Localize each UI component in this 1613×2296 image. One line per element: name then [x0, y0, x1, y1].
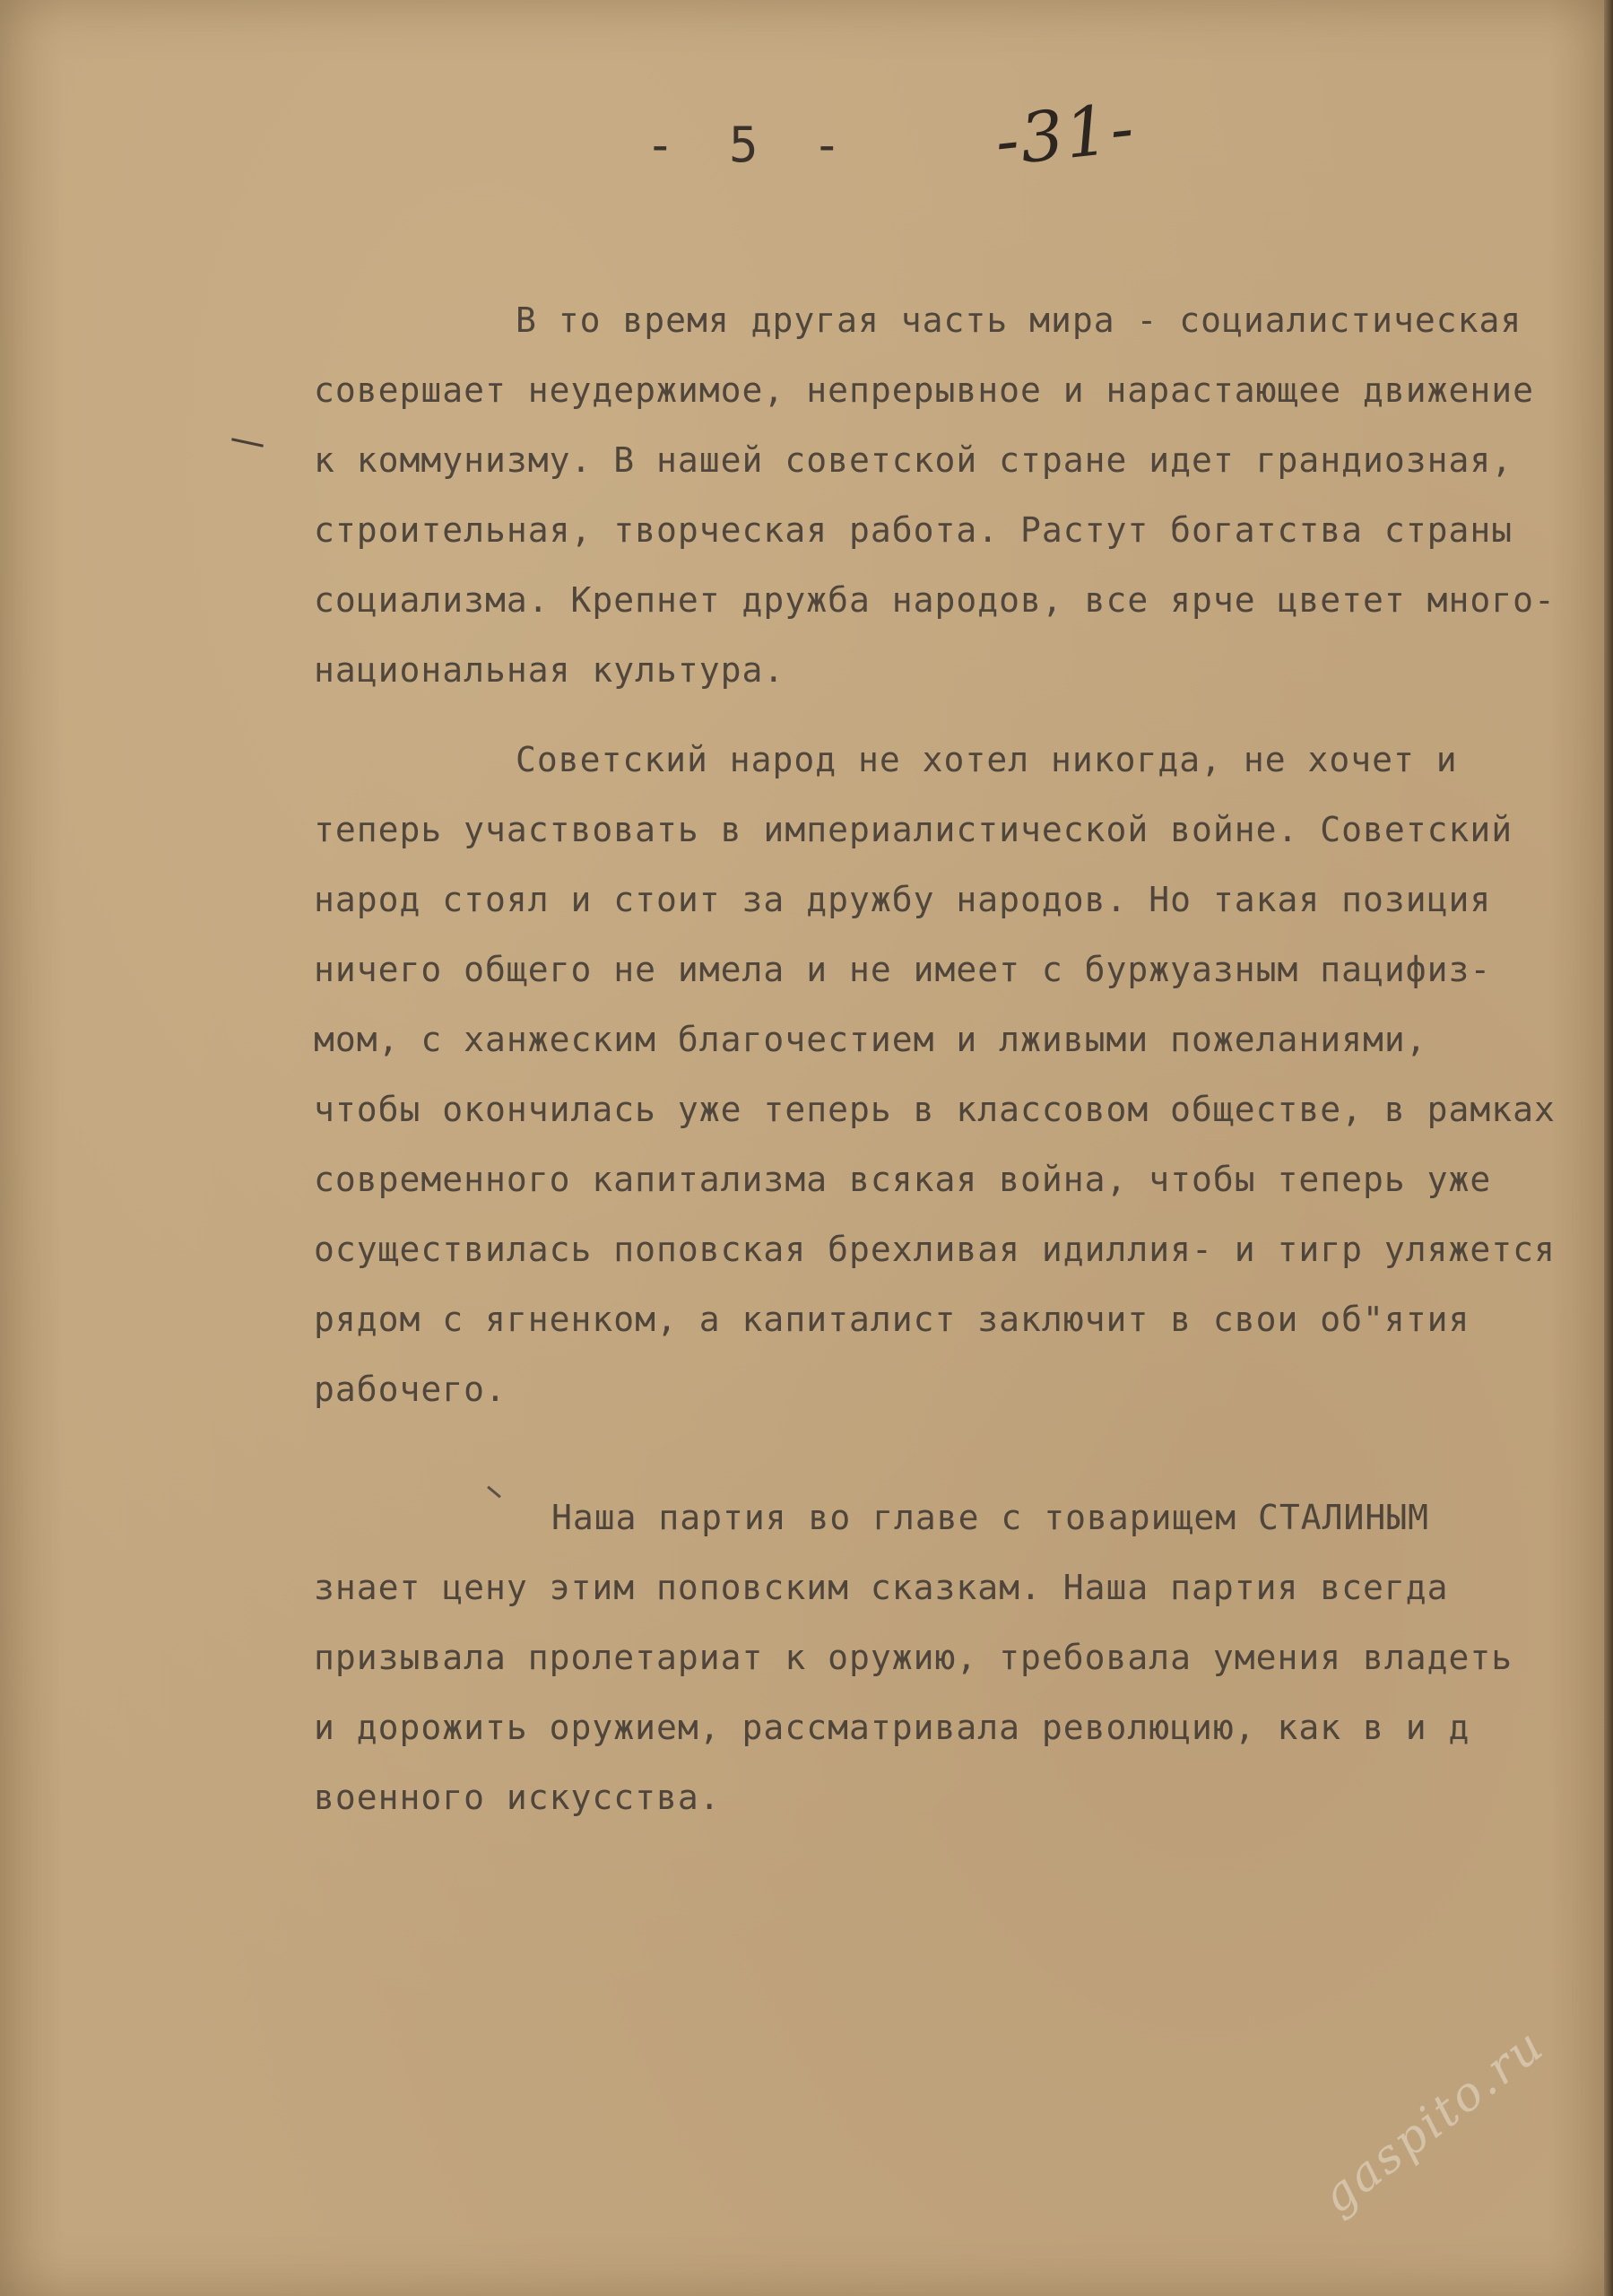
- text-line: чтобы окончилась уже теперь в классовом обществе, в рамках: [314, 1090, 1556, 1129]
- text-line: рядом с ягненком, а капиталист заключит в свои об"ятия: [314, 1300, 1470, 1339]
- text-line: к коммунизму. В нашей советской стране идет грандиозная,: [314, 440, 1513, 480]
- text-line: осуществилась поповская брехливая идиллия- и тигр уляжется: [314, 1230, 1556, 1269]
- paragraph-2: [314, 725, 1556, 1424]
- text-line: социализма. Крепнет дружба народов, все ярче цветет много-: [314, 580, 1556, 620]
- text-line: Наша партия во главе с товарищем СТАЛИНЫМ: [551, 1498, 1429, 1537]
- text-line: В то время другая часть мира - социалистическая: [516, 300, 1522, 340]
- text-line: призывала пролетариат к оружию, требовала умения владеть: [314, 1638, 1513, 1677]
- watermark: gaspito.ru: [1312, 2017, 1556, 2224]
- text-line: Советский народ не хотел никогда, не хочет и: [516, 740, 1458, 779]
- text-line: строительная, творческая работа. Растут богатства страны: [314, 510, 1513, 550]
- margin-mark: [231, 438, 264, 447]
- text-line: национальная культура.: [314, 650, 785, 690]
- page-edge-shadow: [1604, 0, 1613, 2296]
- handwritten-archive-number: -31-: [991, 87, 1140, 181]
- text-line: мом, с ханжеским благочестием и лживыми пожеланиями,: [314, 1020, 1427, 1059]
- text-line: ничего общего не имела и не имеет с буржуазным пацифиз-: [314, 950, 1492, 989]
- text-line: народ стоял и стоит за дружбу народов. Но такая позиция: [314, 880, 1492, 919]
- text-line: знает цену этим поповским сказкам. Наша партия всегда: [314, 1568, 1449, 1607]
- text-line: и дорожить оружием, рассматривала революцию, как в и д: [314, 1708, 1470, 1747]
- paragraph-1: [314, 285, 1556, 705]
- text-line: военного искусства.: [314, 1778, 721, 1817]
- paragraph-3: [314, 1483, 1513, 1832]
- text-line: рабочего.: [314, 1370, 507, 1409]
- text-line: современного капитализма всякая война, чтобы теперь уже: [314, 1160, 1492, 1199]
- text-line: теперь участвовать в империалистической войне. Советский: [314, 810, 1513, 849]
- page-number: - 5 -: [646, 117, 854, 173]
- text-line: совершает неудержимое, непрерывное и нарастающее движение: [314, 370, 1535, 410]
